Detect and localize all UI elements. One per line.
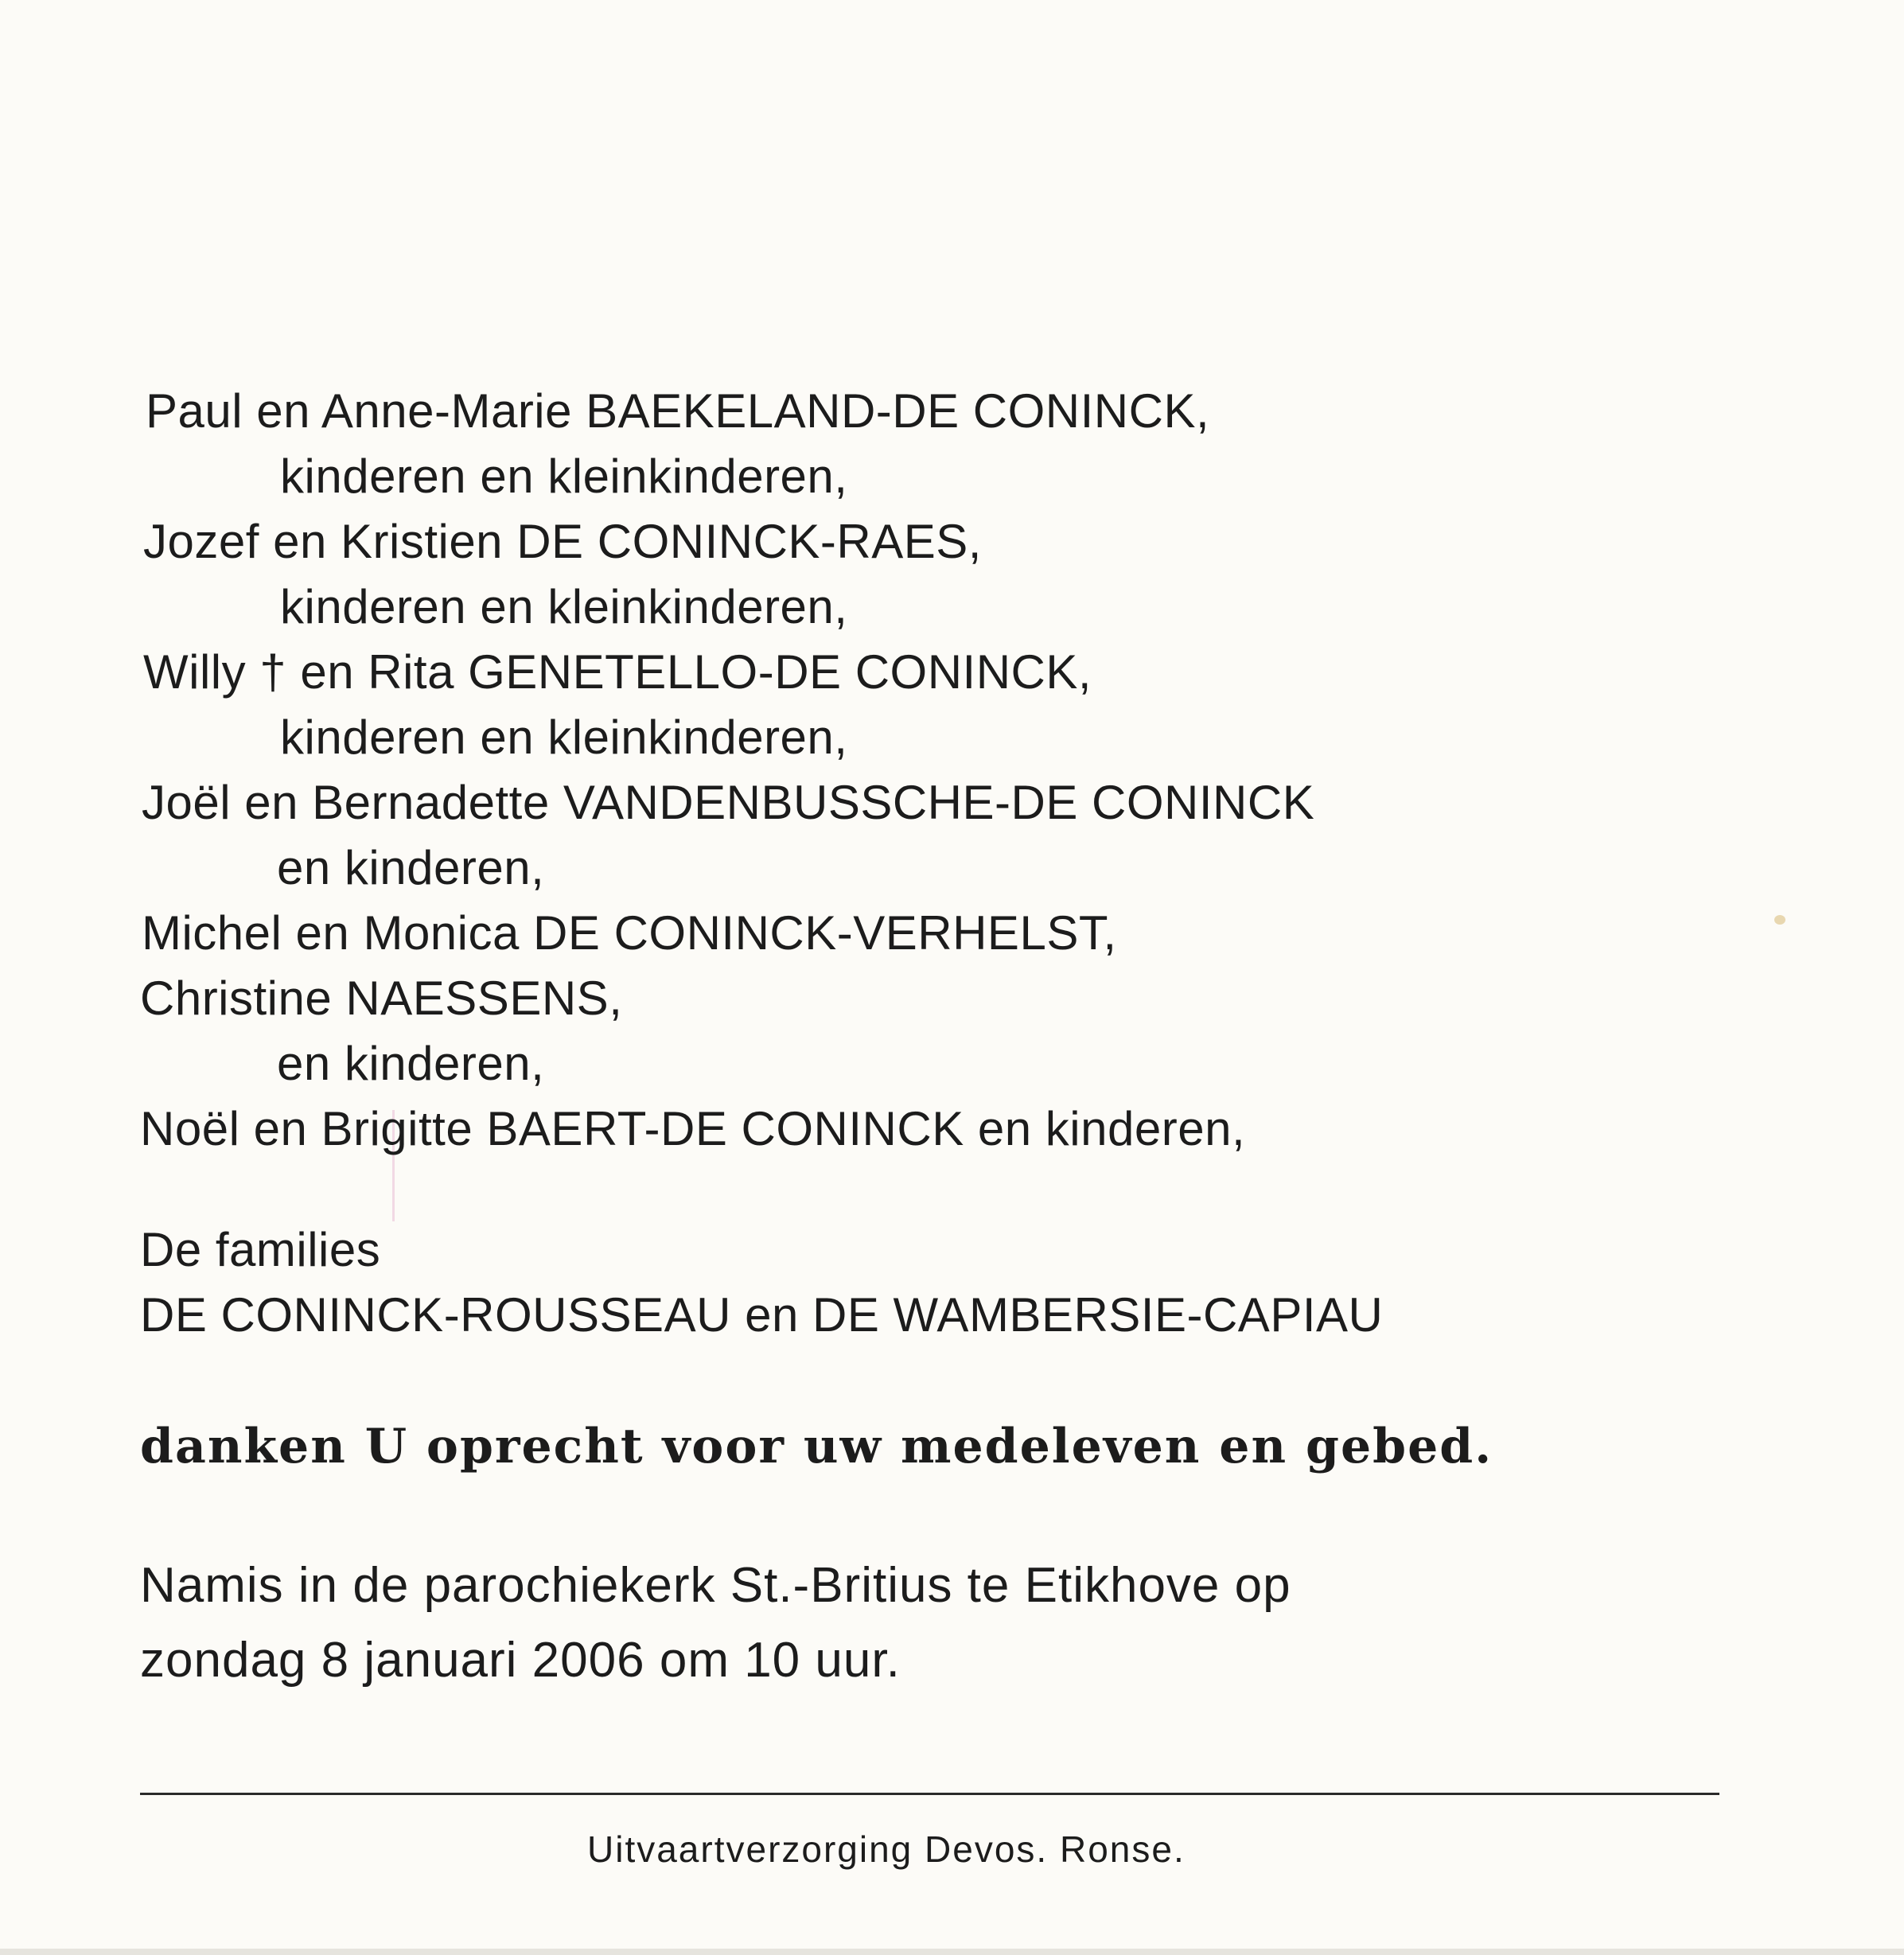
family-line-4: kinderen en kleinkinderen,	[280, 580, 848, 633]
families-intro: De families	[140, 1223, 381, 1276]
family-line-7: Joël en Bernadette VANDENBUSSCHE-DE CONINCK	[142, 776, 1315, 829]
family-line-12: Noël en Brigitte BAERT-DE CONINCK en kinderen,	[140, 1102, 1246, 1155]
thanks-text: danken U oprecht voor uw medeleven en gebed.	[140, 1419, 1493, 1474]
family-line-8: en kinderen,	[277, 841, 545, 894]
mass-line-1: Namis in de parochiekerk St.-Britius te Etikhove op	[140, 1558, 1291, 1613]
family-line-1: Paul en Anne-Marie BAEKELAND-DE CONINCK,	[146, 384, 1210, 438]
family-line-11: en kinderen,	[277, 1037, 545, 1090]
family-line-6: kinderen en kleinkinderen,	[280, 711, 848, 764]
family-line-2: kinderen en kleinkinderen,	[280, 450, 848, 503]
paper-speck	[1774, 915, 1785, 925]
family-line-9: Michel en Monica DE CONINCK-VERHELST,	[142, 906, 1117, 960]
family-line-5: Willy † en Rita GENETELLO-DE CONINCK,	[143, 645, 1092, 699]
family-line-3: Jozef en Kristien DE CONINCK-RAES,	[143, 515, 982, 568]
mass-line-2: zondag 8 januari 2006 om 10 uur.	[140, 1633, 901, 1688]
card-bottom-edge	[0, 1949, 1904, 1955]
divider-rule	[140, 1793, 1719, 1795]
family-line-10: Christine NAESSENS,	[140, 972, 623, 1025]
funeral-home-credit: Uitvaartverzorging Devos. Ronse.	[587, 1828, 1186, 1870]
families-names: DE CONINCK-ROUSSEAU en DE WAMBERSIE-CAPIAU	[140, 1288, 1384, 1342]
